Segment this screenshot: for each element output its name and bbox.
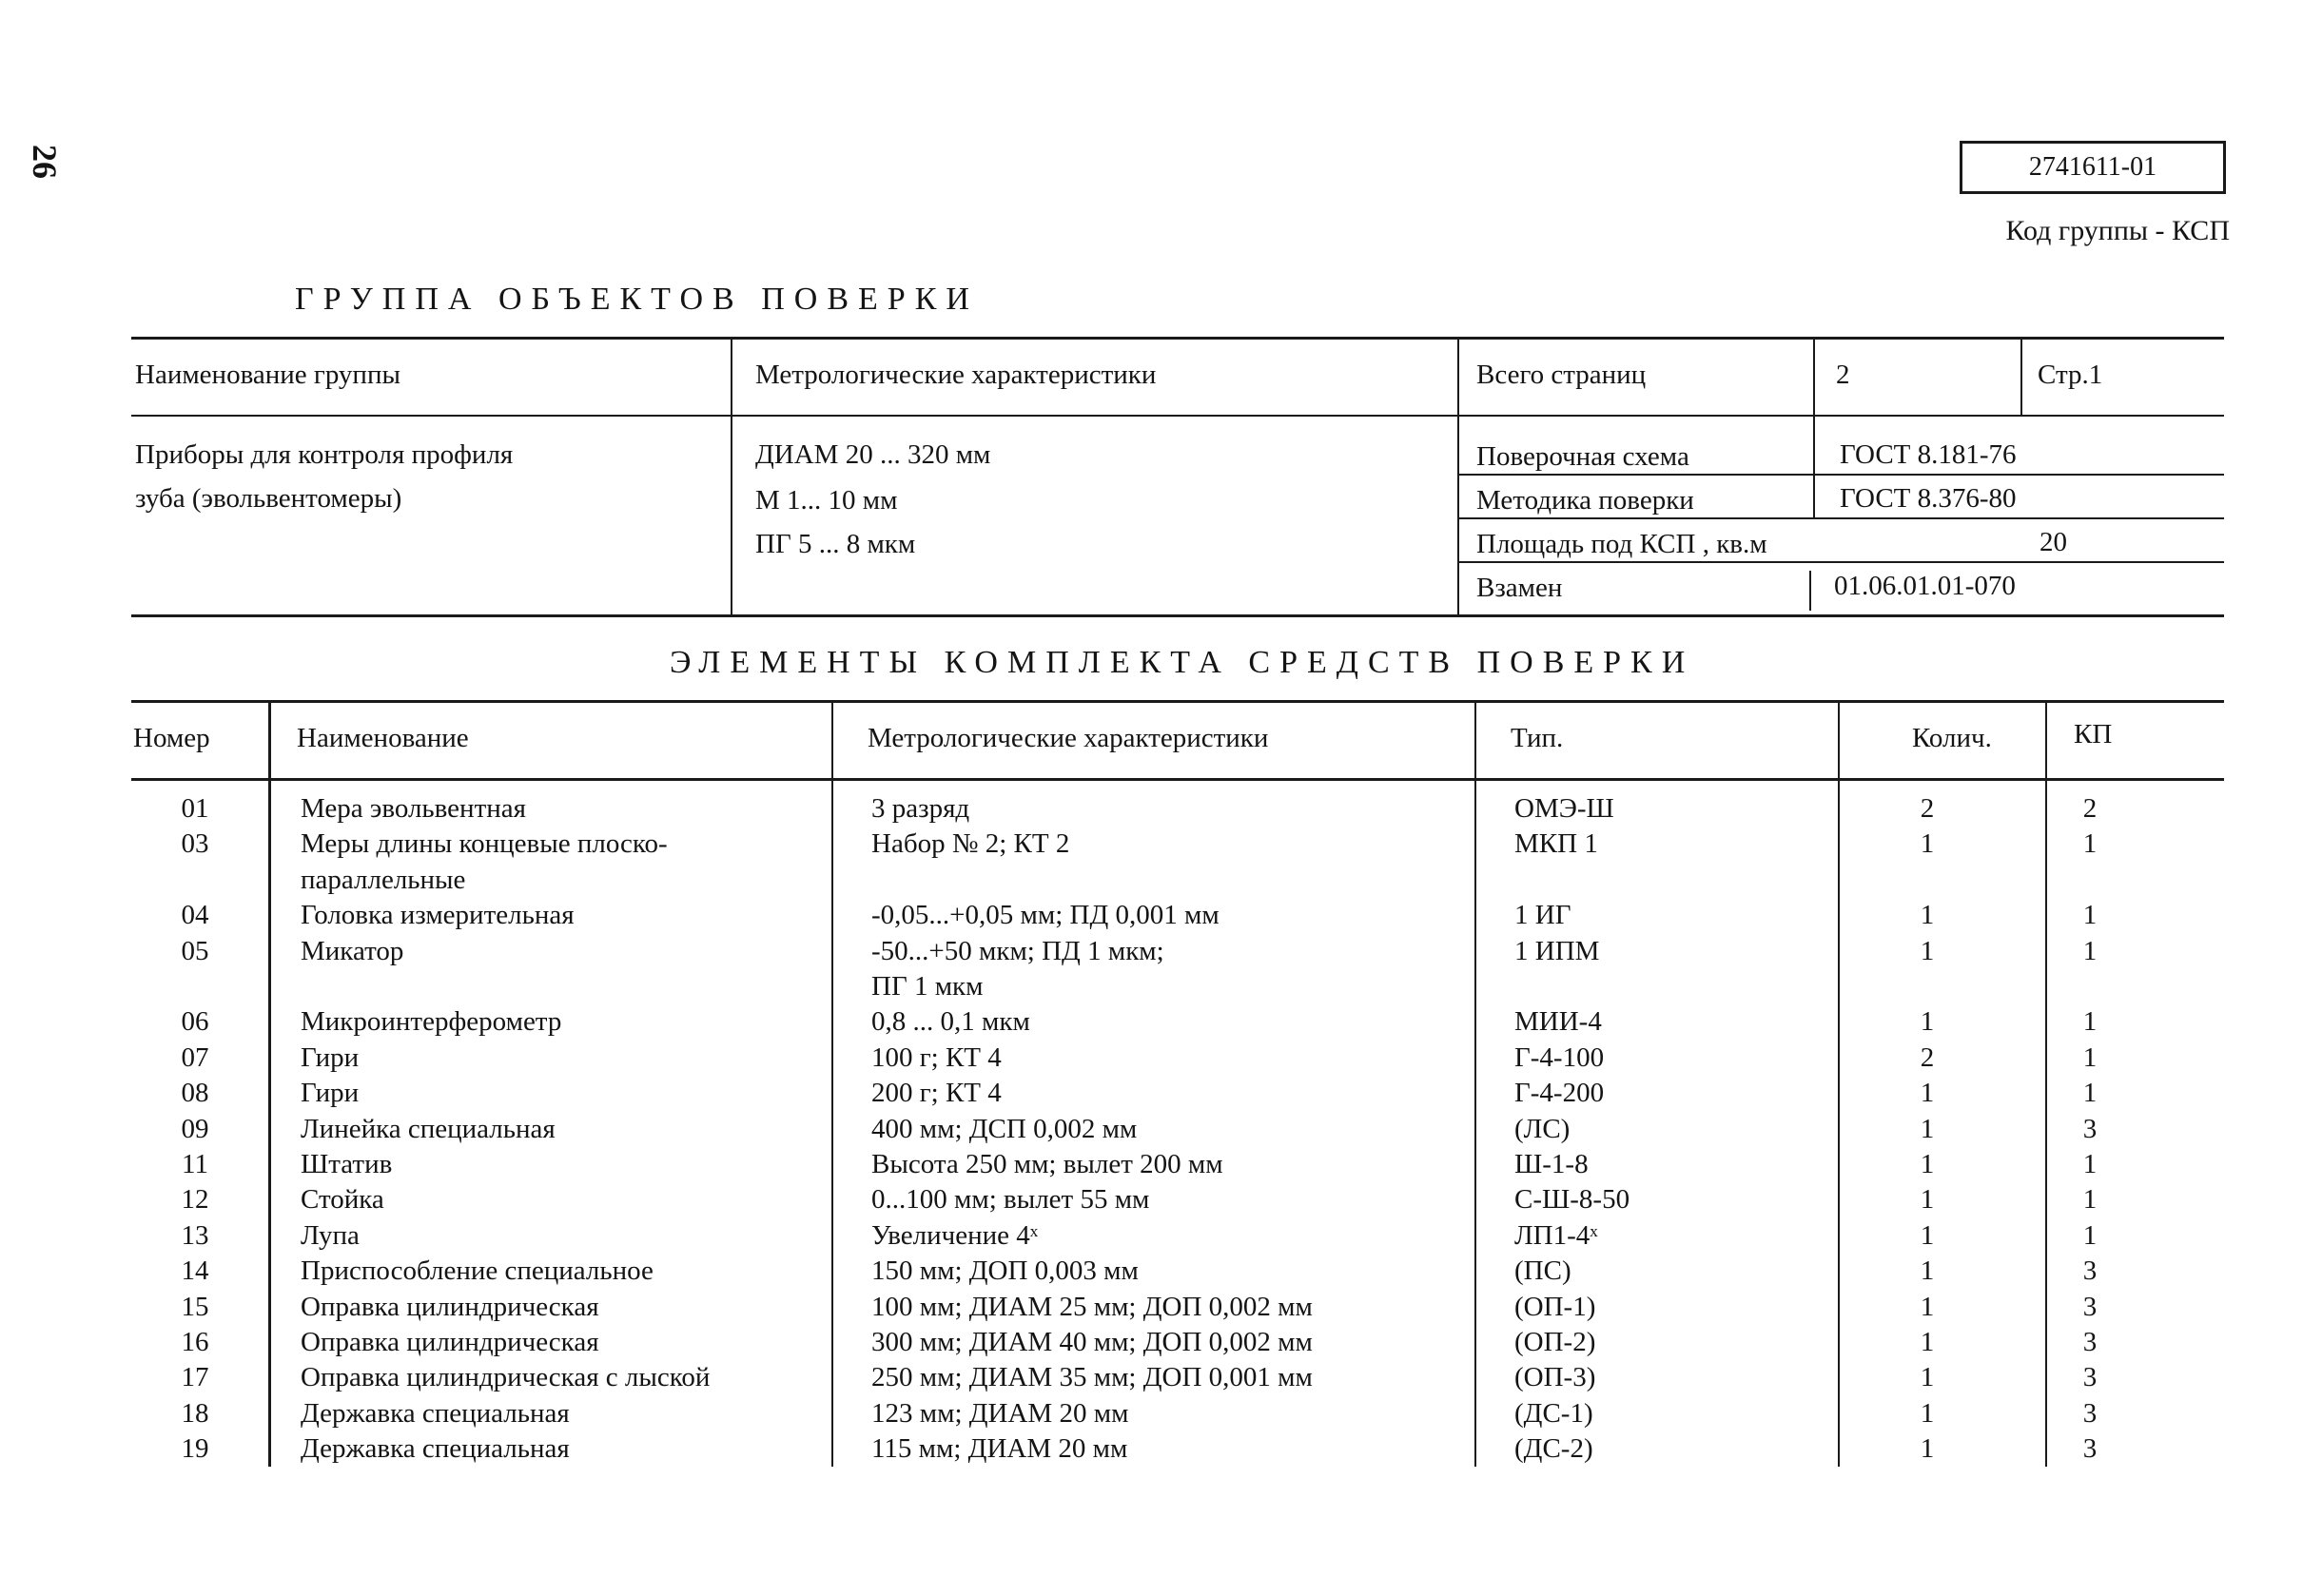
header-kp: КП bbox=[2074, 719, 2113, 749]
row-type: (ПС) bbox=[1514, 1255, 1571, 1286]
row-number: 05 bbox=[181, 936, 209, 966]
row-type: Г-4-100 bbox=[1514, 1042, 1605, 1073]
table-row bbox=[0, 1325, 2303, 1360]
row-number: 16 bbox=[181, 1327, 209, 1357]
header-type: Тип. bbox=[1511, 723, 1564, 753]
row-kp: 3 bbox=[2082, 1327, 2098, 1357]
table-rule bbox=[1457, 474, 2224, 476]
row-type: Г-4-200 bbox=[1514, 1078, 1605, 1108]
row-type: ОМЭ-Ш bbox=[1514, 793, 1614, 824]
replaces-value: 01.06.01.01-070 bbox=[1834, 571, 2016, 601]
row-quantity: 1 bbox=[1920, 1292, 1935, 1322]
table-divider bbox=[1813, 337, 1815, 517]
table-rule bbox=[131, 778, 2224, 781]
table-row bbox=[0, 1431, 2303, 1467]
row-metrology: 400 мм; ДСП 0,002 мм bbox=[871, 1114, 1138, 1144]
row-number: 13 bbox=[181, 1220, 209, 1251]
row-metrology: Высота 250 мм; вылет 200 мм bbox=[871, 1149, 1223, 1179]
row-quantity: 1 bbox=[1920, 1362, 1935, 1392]
row-name: Оправка цилиндрическая bbox=[301, 1292, 599, 1322]
table-rule bbox=[131, 700, 2224, 703]
verification-scheme-value: ГОСТ 8.181-76 bbox=[1840, 439, 2017, 470]
table-rule bbox=[1457, 561, 2224, 563]
row-metrology: -0,05...+0,05 мм; ПД 0,001 мм bbox=[871, 900, 1220, 930]
row-metrology: 150 мм; ДОП 0,003 мм bbox=[871, 1255, 1139, 1286]
row-metrology: 115 мм; ДИАМ 20 мм bbox=[871, 1433, 1128, 1464]
verification-method-value: ГОСТ 8.376-80 bbox=[1840, 483, 2017, 514]
page-label: Стр.1 bbox=[2038, 360, 2103, 390]
row-type: (ОП-1) bbox=[1514, 1292, 1596, 1322]
row-type: 1 ИГ bbox=[1514, 900, 1571, 930]
row-kp: 3 bbox=[2082, 1255, 2098, 1286]
row-type: (ОП-3) bbox=[1514, 1362, 1596, 1392]
row-kp: 1 bbox=[2082, 1220, 2098, 1251]
row-quantity: 1 bbox=[1920, 900, 1935, 930]
row-type: (ОП-2) bbox=[1514, 1327, 1596, 1357]
row-quantity: 1 bbox=[1920, 1327, 1935, 1357]
row-name: параллельные bbox=[301, 865, 466, 895]
row-name: Оправка цилиндрическая с лыской bbox=[301, 1362, 711, 1392]
row-number: 09 bbox=[181, 1114, 209, 1144]
row-number: 17 bbox=[181, 1362, 209, 1392]
row-type: ЛП1-4ˣ bbox=[1514, 1220, 1598, 1251]
area-value: 20 bbox=[2040, 527, 2067, 557]
table-row bbox=[0, 863, 2303, 898]
row-name: Микатор bbox=[301, 936, 404, 966]
row-name: Гири bbox=[301, 1042, 360, 1073]
row-number: 19 bbox=[181, 1433, 209, 1464]
row-kp: 1 bbox=[2082, 1149, 2098, 1179]
table-divider bbox=[731, 337, 732, 614]
group-name-header: Наименование группы bbox=[135, 360, 400, 390]
row-name: Головка измерительная bbox=[301, 900, 575, 930]
group-name-line2: зуба (эвольвентомеры) bbox=[135, 483, 402, 514]
section2-title: ЭЛЕМЕНТЫ КОМПЛЕКТА СРЕДСТВ ПОВЕРКИ bbox=[670, 645, 1695, 680]
row-name: Лупа bbox=[301, 1220, 360, 1251]
row-quantity: 1 bbox=[1920, 936, 1935, 966]
metrology-line: ДИАМ 20 ... 320 мм bbox=[755, 439, 991, 470]
table-row bbox=[0, 1004, 2303, 1040]
row-quantity: 1 bbox=[1920, 828, 1935, 859]
row-kp: 1 bbox=[2082, 900, 2098, 930]
header-metrology: Метрологические характеристики bbox=[868, 723, 1269, 753]
row-quantity: 1 bbox=[1920, 1398, 1935, 1429]
row-quantity: 1 bbox=[1920, 1006, 1935, 1037]
row-type: Ш-1-8 bbox=[1514, 1149, 1589, 1179]
row-kp: 3 bbox=[2082, 1433, 2098, 1464]
row-metrology: Набор № 2; КТ 2 bbox=[871, 828, 1070, 859]
table-row bbox=[0, 1254, 2303, 1289]
page-number: 26 bbox=[26, 145, 64, 179]
row-metrology: 300 мм; ДИАМ 40 мм; ДОП 0,002 мм bbox=[871, 1327, 1313, 1357]
table-row bbox=[0, 1360, 2303, 1395]
row-number: 08 bbox=[181, 1078, 209, 1108]
row-quantity: 1 bbox=[1920, 1114, 1935, 1144]
table-row bbox=[0, 898, 2303, 933]
row-kp: 1 bbox=[2082, 1078, 2098, 1108]
row-quantity: 1 bbox=[1920, 1220, 1935, 1251]
row-metrology: 3 разряд bbox=[871, 793, 970, 824]
row-number: 11 bbox=[182, 1149, 208, 1179]
row-name: Державка специальная bbox=[301, 1433, 570, 1464]
table-row bbox=[0, 1290, 2303, 1325]
group-name-line1: Приборы для контроля профиля bbox=[135, 439, 514, 470]
row-type: МИИ-4 bbox=[1514, 1006, 1602, 1037]
row-kp: 1 bbox=[2082, 936, 2098, 966]
row-quantity: 1 bbox=[1920, 1255, 1935, 1286]
table-row bbox=[0, 827, 2303, 862]
row-metrology: 200 г; КТ 4 bbox=[871, 1078, 1002, 1108]
total-pages-label: Всего страниц bbox=[1476, 360, 1647, 390]
row-quantity: 2 bbox=[1920, 793, 1935, 824]
row-kp: 1 bbox=[2082, 1184, 2098, 1215]
row-name: Микроинтерферометр bbox=[301, 1006, 562, 1037]
row-name: Гири bbox=[301, 1078, 360, 1108]
total-pages-value: 2 bbox=[1836, 360, 1850, 390]
row-number: 03 bbox=[181, 828, 209, 859]
metrology-line: ПГ 5 ... 8 мкм bbox=[755, 529, 916, 559]
row-quantity: 1 bbox=[1920, 1184, 1935, 1215]
table-rule bbox=[131, 337, 2224, 340]
row-quantity: 2 bbox=[1920, 1042, 1935, 1073]
row-name: Линейка специальная bbox=[301, 1114, 556, 1144]
row-name: Приспособление специальное bbox=[301, 1255, 654, 1286]
verification-scheme-label: Поверочная схема bbox=[1476, 441, 1689, 472]
table-rule bbox=[131, 614, 2224, 617]
table-row bbox=[0, 1112, 2303, 1147]
row-quantity: 1 bbox=[1920, 1078, 1935, 1108]
table-divider bbox=[2020, 337, 2022, 415]
row-kp: 3 bbox=[2082, 1398, 2098, 1429]
table-row bbox=[0, 1396, 2303, 1431]
table-row bbox=[0, 1182, 2303, 1217]
row-type: С-Ш-8-50 bbox=[1514, 1184, 1630, 1215]
row-name: Штатив bbox=[301, 1149, 393, 1179]
metrology-header: Метрологические характеристики bbox=[755, 360, 1157, 390]
table-row bbox=[0, 1218, 2303, 1254]
row-name: Меры длины концевые плоско- bbox=[301, 828, 668, 859]
row-name: Стойка bbox=[301, 1184, 384, 1215]
row-name: Оправка цилиндрическая bbox=[301, 1327, 599, 1357]
table-row bbox=[0, 791, 2303, 827]
row-name: Мера эвольвентная bbox=[301, 793, 526, 824]
row-type: 1 ИПМ bbox=[1514, 936, 1600, 966]
row-type: МКП 1 bbox=[1514, 828, 1598, 859]
row-type: (ДС-1) bbox=[1514, 1398, 1593, 1429]
row-kp: 3 bbox=[2082, 1362, 2098, 1392]
replaces-label: Взамен bbox=[1476, 573, 1563, 603]
row-name: Державка специальная bbox=[301, 1398, 570, 1429]
table-row bbox=[0, 1147, 2303, 1182]
row-number: 18 bbox=[181, 1398, 209, 1429]
row-kp: 3 bbox=[2082, 1114, 2098, 1144]
document-code: 2741611-01 bbox=[1960, 141, 2226, 194]
group-code-label: Код группы - КСП bbox=[2005, 215, 2230, 246]
row-kp: 2 bbox=[2082, 793, 2098, 824]
row-number: 14 bbox=[181, 1255, 209, 1286]
row-number: 04 bbox=[181, 900, 209, 930]
row-metrology: 0,8 ... 0,1 мкм bbox=[871, 1006, 1030, 1037]
row-metrology: 100 мм; ДИАМ 25 мм; ДОП 0,002 мм bbox=[871, 1292, 1313, 1322]
row-kp: 1 bbox=[2082, 1042, 2098, 1073]
row-quantity: 1 bbox=[1920, 1149, 1935, 1179]
table-row bbox=[0, 1041, 2303, 1076]
row-quantity: 1 bbox=[1920, 1433, 1935, 1464]
table-row bbox=[0, 969, 2303, 1004]
row-kp: 1 bbox=[2082, 828, 2098, 859]
row-number: 01 bbox=[181, 793, 209, 824]
table-row bbox=[0, 934, 2303, 969]
row-metrology: Увеличение 4ˣ bbox=[871, 1220, 1039, 1251]
row-number: 12 bbox=[181, 1184, 209, 1215]
table-rule bbox=[1457, 517, 2224, 519]
table-divider bbox=[1457, 337, 1459, 614]
table-divider bbox=[1809, 571, 1811, 611]
table-rule bbox=[131, 415, 2224, 417]
row-number: 15 bbox=[181, 1292, 209, 1322]
table-row bbox=[0, 1076, 2303, 1111]
row-metrology: 123 мм; ДИАМ 20 мм bbox=[871, 1398, 1129, 1429]
row-type: (ЛС) bbox=[1514, 1114, 1571, 1144]
row-metrology: -50...+50 мкм; ПД 1 мкм; bbox=[871, 936, 1164, 966]
area-label: Площадь под КСП , кв.м bbox=[1476, 529, 1767, 559]
row-kp: 3 bbox=[2082, 1292, 2098, 1322]
row-number: 07 bbox=[181, 1042, 209, 1073]
row-metrology: 0...100 мм; вылет 55 мм bbox=[871, 1184, 1150, 1215]
row-number: 06 bbox=[181, 1006, 209, 1037]
metrology-line: М 1... 10 мм bbox=[755, 485, 898, 516]
header-qty: Колич. bbox=[1912, 723, 1992, 753]
verification-method-label: Методика поверки bbox=[1476, 485, 1694, 516]
row-metrology: 250 мм; ДИАМ 35 мм; ДОП 0,001 мм bbox=[871, 1362, 1313, 1392]
row-type: (ДС-2) bbox=[1514, 1433, 1593, 1464]
header-name: Наименование bbox=[297, 723, 469, 753]
row-kp: 1 bbox=[2082, 1006, 2098, 1037]
row-metrology: 100 г; КТ 4 bbox=[871, 1042, 1002, 1073]
row-metrology: ПГ 1 мкм bbox=[871, 971, 984, 1002]
header-number: Номер bbox=[133, 723, 210, 753]
section1-title: ГРУППА ОБЪЕКТОВ ПОВЕРКИ bbox=[295, 282, 979, 317]
